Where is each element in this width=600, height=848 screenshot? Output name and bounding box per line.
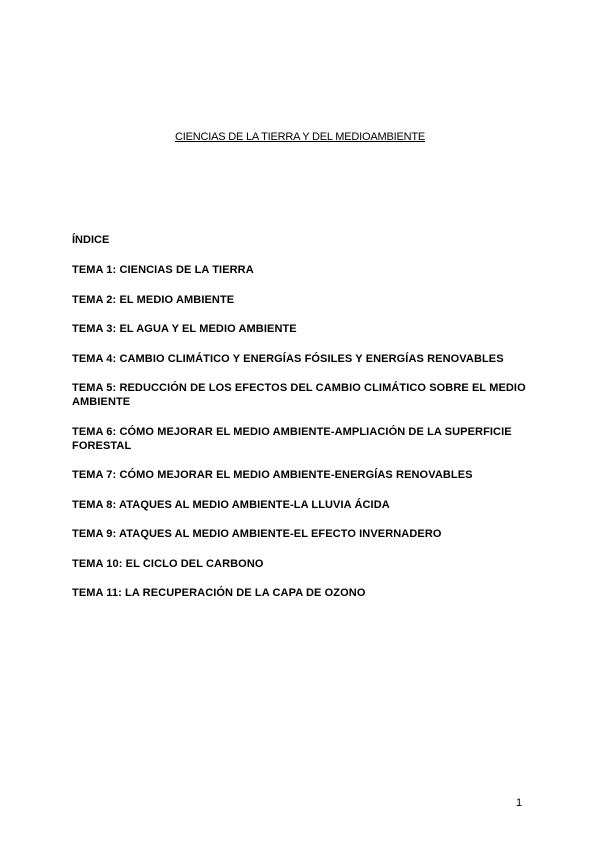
table-of-contents (72, 263, 528, 616)
toc-item-tema-1: TEMA 1: CIENCIAS DE LA TIERRA (72, 264, 254, 276)
toc-item-tema-11: TEMA 11: LA RECUPERACIÓN DE LA CAPA DE OZONO (72, 587, 366, 599)
toc-item-tema-10: TEMA 10: EL CICLO DEL CARBONO (72, 557, 264, 570)
toc-item-tema-5: TEMA 5: REDUCCIÓN DE LOS EFECTOS DEL CAMBIO CLIMÁTICO SOBRE EL MEDIO AMBIENTE (72, 382, 526, 408)
document-title: CIENCIAS DE LA TIERRA Y DEL MEDIOAMBIENTE (175, 131, 425, 143)
toc-item-tema-7: TEMA 7: CÓMO MEJORAR EL MEDIO AMBIENTE-ENERGÍAS RENOVABLES (72, 469, 473, 481)
toc-item-tema-9: TEMA 9: ATAQUES AL MEDIO AMBIENTE-EL EFECTO INVERNADERO (72, 528, 442, 540)
page-number: 1 (516, 797, 523, 809)
toc-item-tema-8: TEMA 8: ATAQUES AL MEDIO AMBIENTE-LA LLUVIA ÁCIDA (72, 498, 390, 511)
toc-item-tema-2: TEMA 2: EL MEDIO AMBIENTE (72, 293, 235, 306)
toc-item-tema-6: TEMA 6: CÓMO MEJORAR EL MEDIO AMBIENTE-AMPLIACIÓN DE LA SUPERFICIE FORESTAL (72, 425, 512, 452)
toc-item-tema-3: TEMA 3: EL AGUA Y EL MEDIO AMBIENTE (72, 323, 297, 335)
toc-item-tema-4: TEMA 4: CAMBIO CLIMÁTICO Y ENERGÍAS FÓSILES Y ENERGÍAS RENOVABLES (72, 352, 504, 365)
index-heading: ÍNDICE (72, 234, 110, 246)
